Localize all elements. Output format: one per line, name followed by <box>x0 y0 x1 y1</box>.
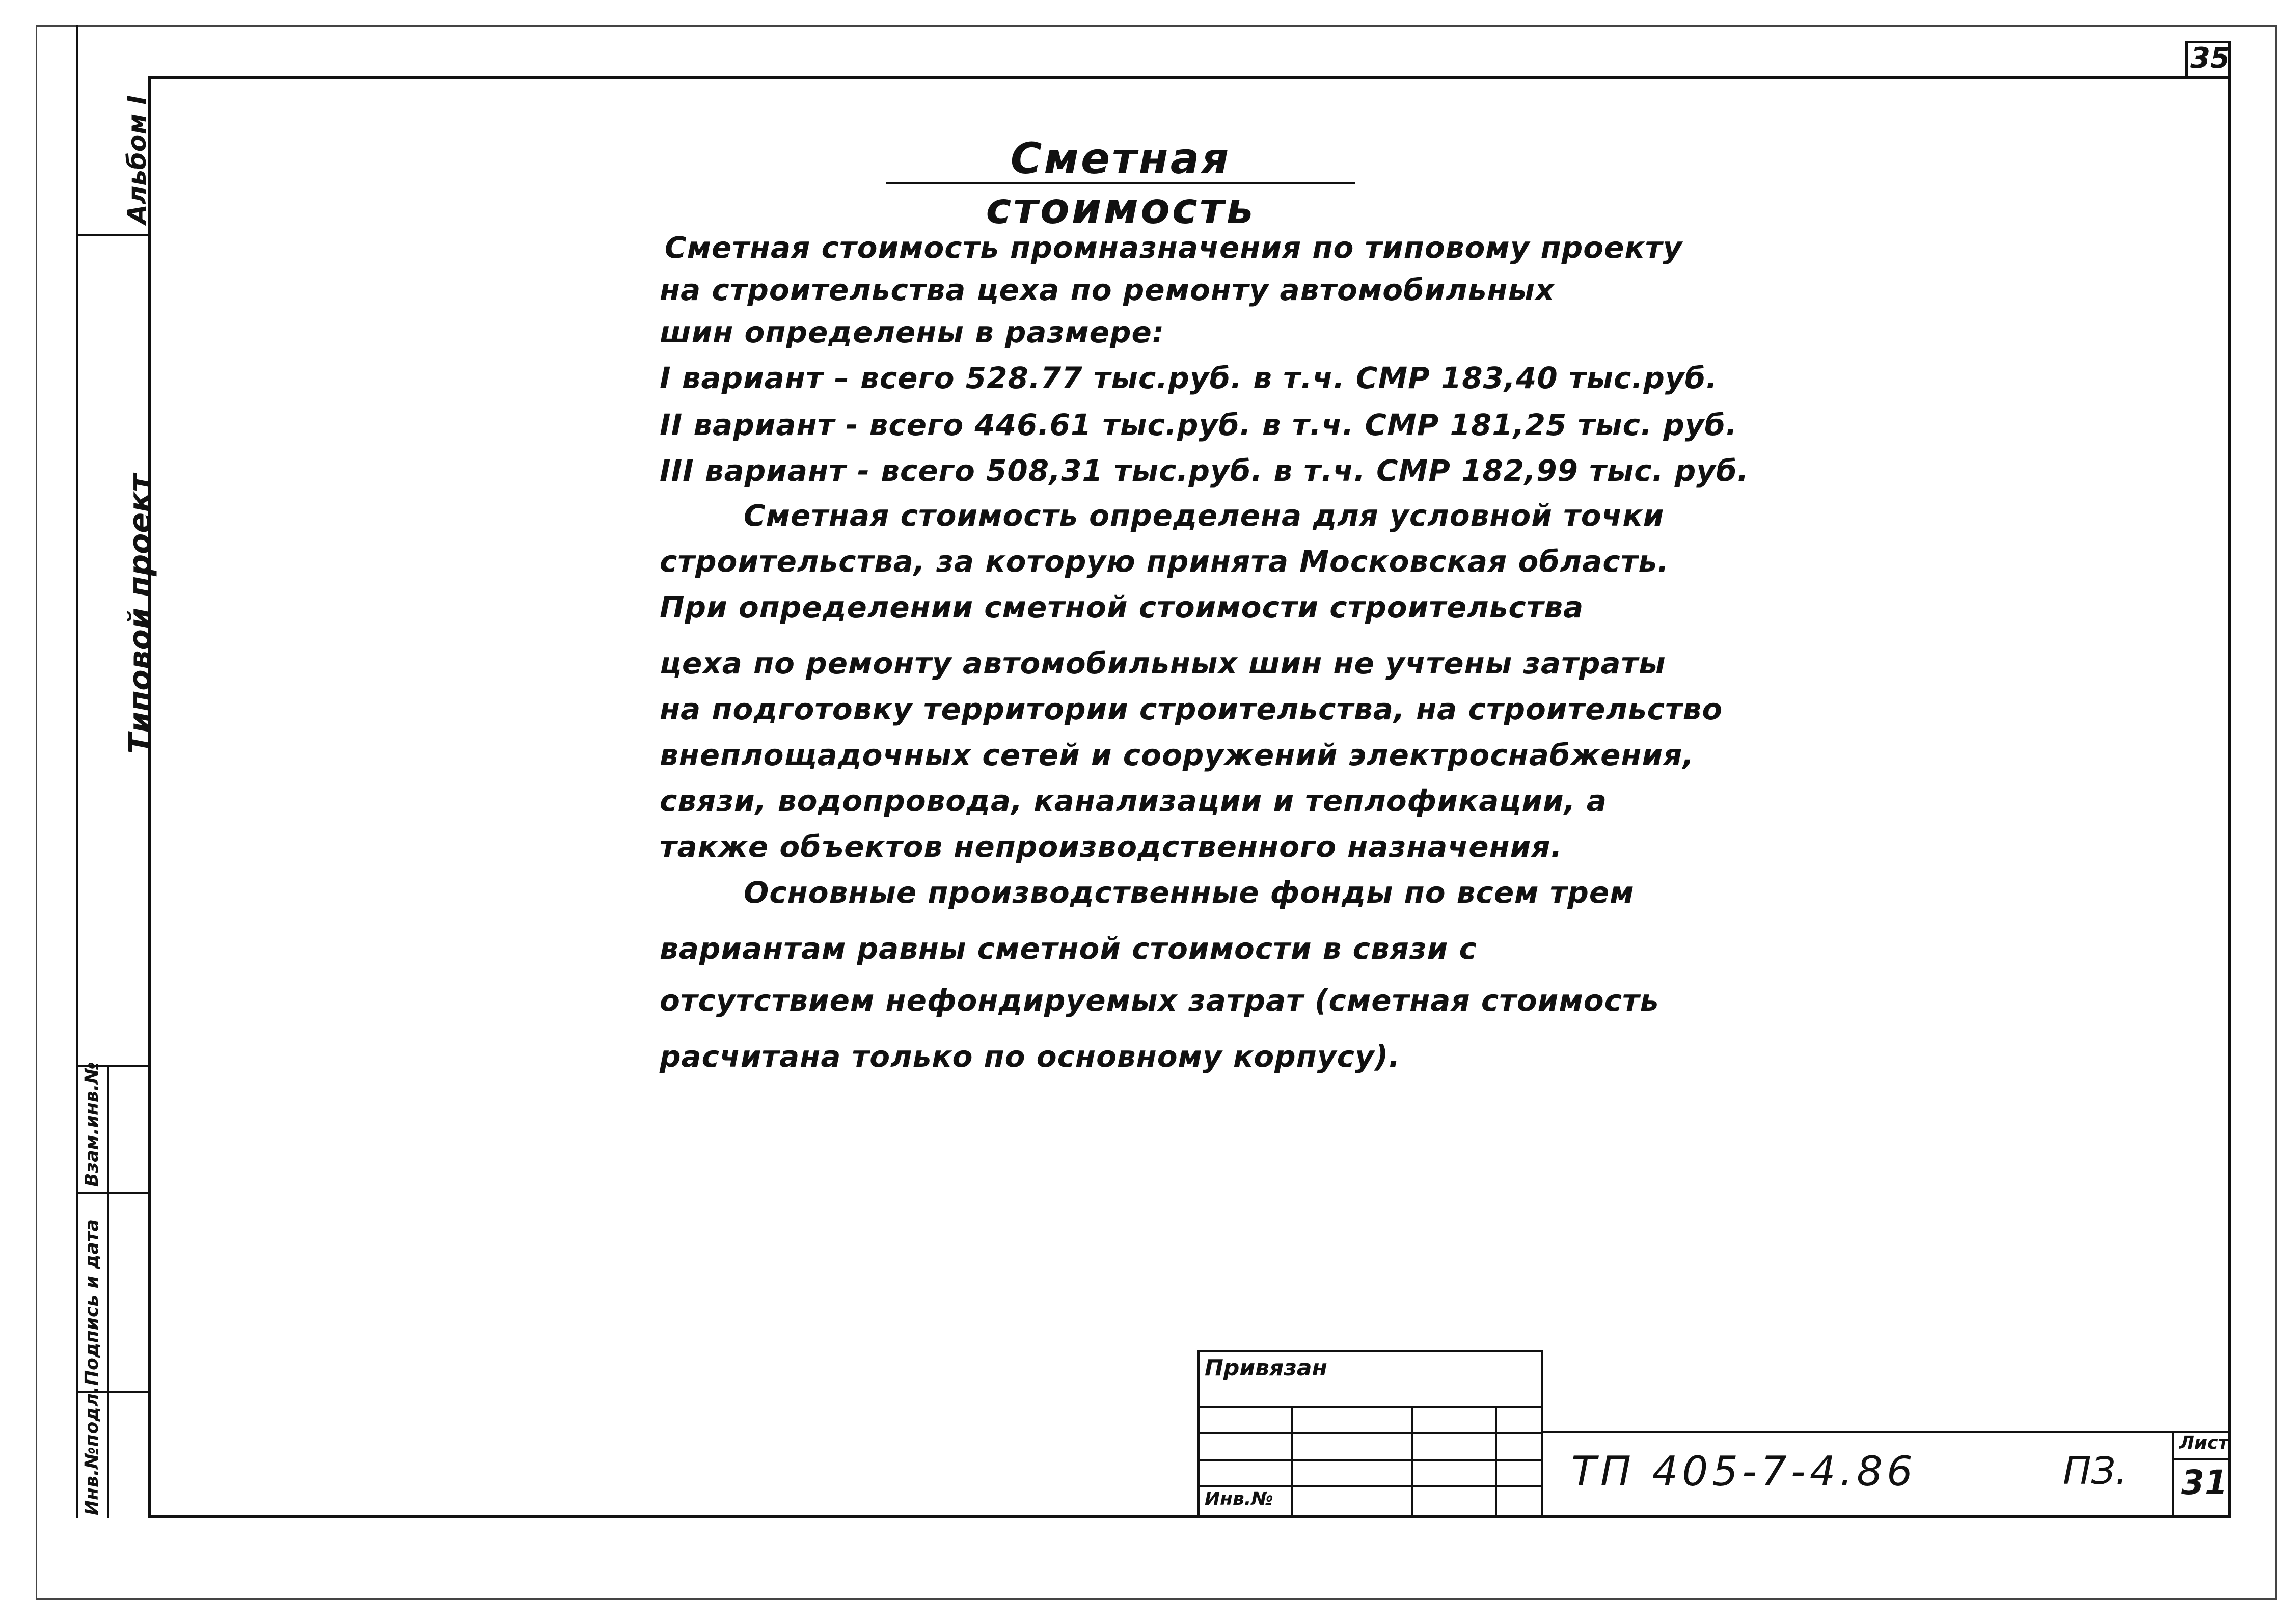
body-line-7: Сметная стоимость определена для условной точки <box>744 498 1665 533</box>
doc-code: ПЗ. <box>2063 1449 2128 1493</box>
sheet-box-divider <box>2172 1458 2231 1460</box>
designation-top-line <box>1543 1431 2231 1433</box>
album-label: Альбом I <box>122 95 152 224</box>
body-line-11: на подготовку территории строительства, на строительство <box>660 692 1723 726</box>
tb-col-2 <box>1411 1406 1413 1518</box>
tb-row-4 <box>1197 1485 1543 1487</box>
sheet-number: 31 <box>2181 1463 2228 1502</box>
body-line-12: внеплощадочных сетей и сооружений электроснабжения, <box>660 738 1695 772</box>
body-line-8: строительства, за которую принята Московская область. <box>660 544 1670 579</box>
project-type-label: Типовой проект <box>122 474 158 754</box>
body-line-2: на строительства цеха по ремонту автомобильных <box>660 273 1555 307</box>
body-line-variant-3: III вариант - всего 508,31 тыс.руб. в т.ч. СМР 182,99 тыс. руб. <box>660 453 1749 488</box>
page-number: 35 <box>2190 42 2230 75</box>
body-line-14: также объектов непроизводственного назначения. <box>660 829 1563 864</box>
body-line-1: Сметная стоимость промназначения по типовому проекту <box>665 230 1683 265</box>
body-line-16: вариантам равны сметной стоимости в связи с <box>660 931 1477 966</box>
body-line-18: расчитана только по основному корпусу). <box>660 1039 1401 1074</box>
privyazan-label: Привязан <box>1205 1355 1327 1381</box>
body-line-3: шин определены в размере: <box>660 315 1165 349</box>
tb-row-1 <box>1197 1406 1543 1408</box>
stamp-label-vzam: Взам.инв.№ <box>81 1062 102 1187</box>
stamp-label-inv-podl: Инв.№подл. <box>81 1386 102 1515</box>
sheet-label: Лист <box>2179 1432 2229 1453</box>
body-line-9: При определении сметной стоимости строительства <box>660 590 1584 625</box>
stamp-label-signature: Подпись и дата <box>81 1219 102 1386</box>
body-line-13: связи, водопровода, канализации и теплофикации, а <box>660 783 1607 818</box>
designation-text: ТП 405-7-4.86 <box>1571 1448 1917 1495</box>
inv-label: Инв.№ <box>1205 1488 1273 1509</box>
sheet-box-left <box>2172 1431 2174 1518</box>
tb-col-1 <box>1291 1406 1293 1518</box>
body-line-variant-2: II вариант - всего 446.61 тыс.руб. в т.ч. СМР 181,25 тыс. руб. <box>660 408 1738 442</box>
body-line-variant-1: I вариант – всего 528.77 тыс.руб. в т.ч. СМР 183,40 тыс.руб. <box>660 361 1718 395</box>
body-line-17: отсутствием нефондируемых затрат (сметная стоимость <box>660 983 1659 1018</box>
page-title: Сметная стоимость <box>986 133 1256 233</box>
tb-col-3 <box>1495 1406 1497 1518</box>
tb-row-2 <box>1197 1432 1543 1434</box>
body-line-15: Основные производственные фонды по всем трем <box>744 875 1635 910</box>
tb-row-3 <box>1197 1459 1543 1461</box>
body-line-10: цеха по ремонту автомобильных шин не учтены затраты <box>660 646 1666 681</box>
